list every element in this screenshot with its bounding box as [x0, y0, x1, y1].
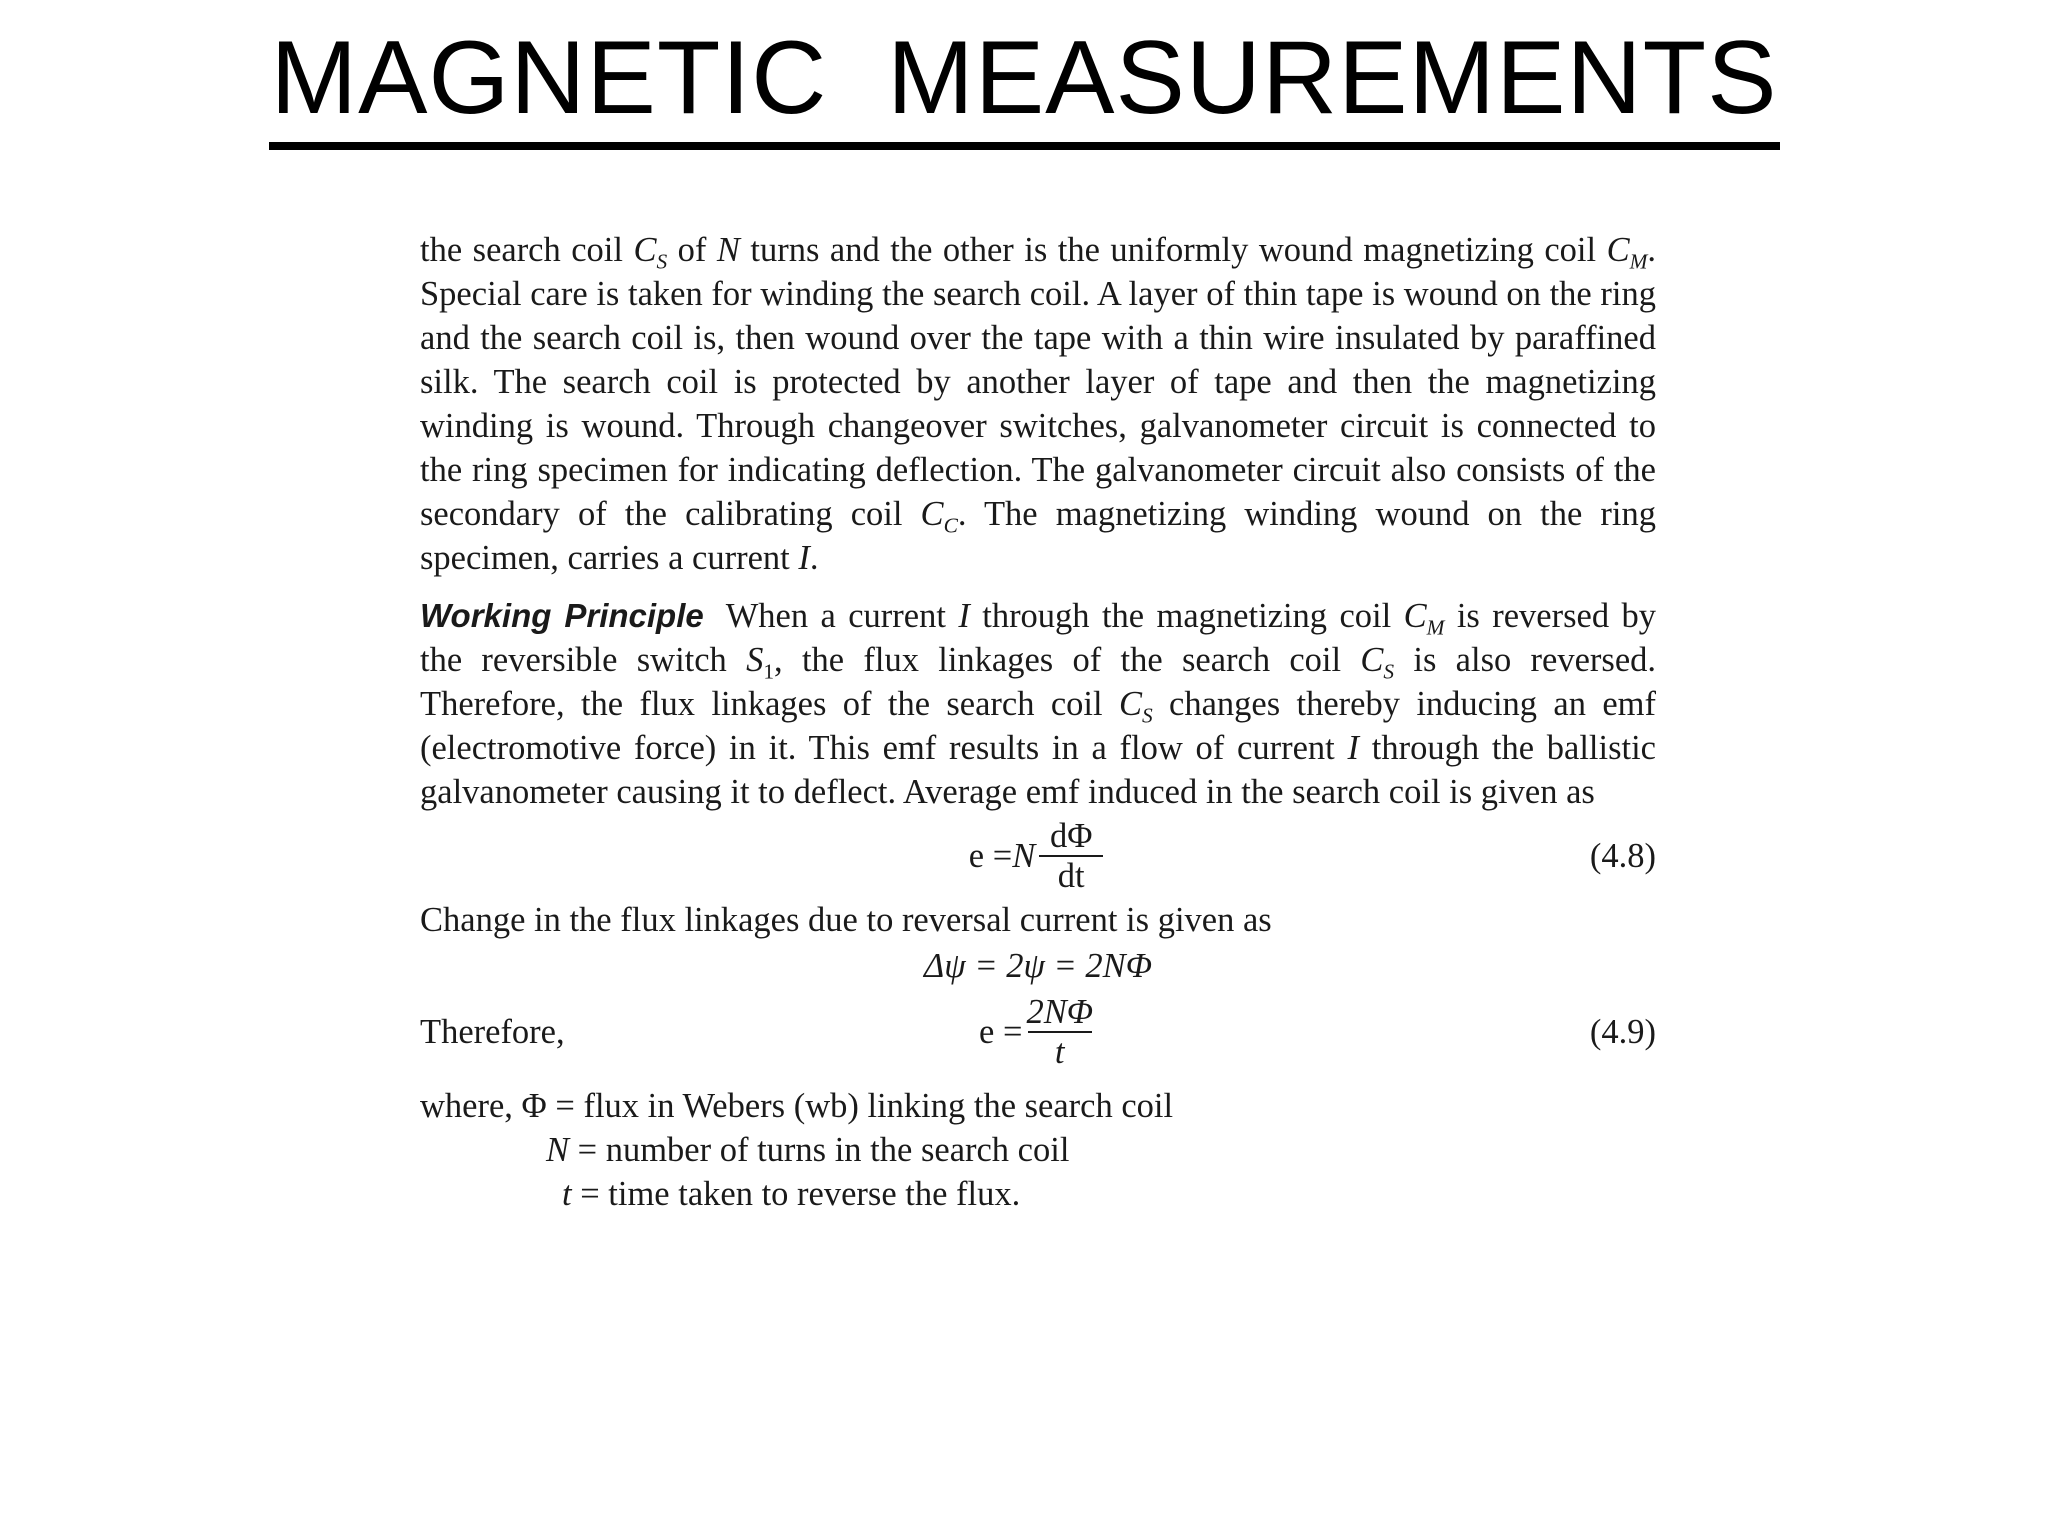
- text-run: through the ballistic galvanometer causing it to deflect. Average emf induced in the search coil is given as: [420, 729, 1656, 811]
- paragraph-working-principle: [420, 594, 1656, 814]
- text-run: . The magnetizing winding wound on the ring specimen, carries a current: [420, 495, 1656, 577]
- paragraph-coil-description: [420, 228, 1656, 580]
- symbol-t: t: [562, 1175, 572, 1213]
- symbol-cm: C: [1403, 597, 1427, 635]
- text-run: .: [809, 539, 819, 577]
- symbol-n: N: [716, 231, 740, 269]
- symbol-cm-subscript: M: [1426, 615, 1445, 640]
- symbol-cc: C: [920, 495, 944, 533]
- symbol-i: I: [958, 597, 970, 635]
- fraction-numerator: 2NΦ: [1026, 993, 1093, 1031]
- text-run: changes thereby inducing an emf (electromotive force) in it. This emf results in a flow of current: [420, 685, 1656, 767]
- equation-lhs: e =: [979, 1013, 1023, 1051]
- equation-4-8: [420, 814, 1656, 898]
- text-run: , the flux linkages of the search coil: [774, 641, 1361, 679]
- symbol-cs-subscript: S: [1141, 703, 1153, 728]
- equation-number: (4.9): [1589, 1013, 1656, 1051]
- equation-flux-linkage: [420, 942, 1656, 990]
- text-run: of: [667, 231, 717, 269]
- fraction-numerator: dΦ: [1049, 817, 1093, 855]
- symbol-n: N: [546, 1131, 570, 1169]
- definition-phi: where, Φ = flux in Webers (wb) linking the search coil: [420, 1087, 1174, 1125]
- fraction-denominator: t: [1028, 1031, 1092, 1071]
- symbol-cs-subscript: S: [1383, 659, 1395, 684]
- definition-t: [420, 1172, 1656, 1216]
- equation-body: [420, 814, 1656, 898]
- symbol-cs: C: [633, 231, 657, 269]
- equation-text: Δψ = 2ψ = 2NΦ: [924, 947, 1152, 985]
- definition-n: [420, 1128, 1656, 1172]
- equation-lead-text: Therefore,: [420, 1013, 565, 1051]
- equation-4-9: [420, 990, 1656, 1074]
- text-run: through the magnetizing coil: [969, 597, 1404, 635]
- symbol-i: I: [798, 539, 810, 577]
- fraction: [1039, 817, 1103, 895]
- symbol-cc-subscript: C: [943, 513, 958, 538]
- fraction: [1026, 993, 1093, 1071]
- symbol-cs-subscript: S: [656, 249, 668, 274]
- symbol-cs: C: [1118, 685, 1142, 723]
- symbol-cs: C: [1360, 641, 1384, 679]
- symbol-i: I: [1347, 729, 1360, 767]
- working-principle-heading: Working Principle: [420, 597, 704, 634]
- equation-lhs: e =: [968, 837, 1013, 875]
- text-run: turns and the other is the uniformly wound magnetizing coil: [739, 231, 1607, 269]
- text-run: is also reversed. Therefore, the flux linkages of the search coil: [420, 641, 1657, 723]
- variable-definitions: [420, 1084, 1656, 1216]
- symbol-cm: C: [1606, 231, 1630, 269]
- text-run: is reversed by the reversible switch: [420, 597, 1656, 679]
- scanned-text-page: [420, 228, 1656, 1216]
- paragraph-flux-change: Change in the flux linkages due to reversal current is given as: [420, 901, 1272, 939]
- equation-body: [420, 990, 1656, 1074]
- equation-number: (4.8): [1589, 837, 1656, 875]
- symbol-s-subscript: 1: [763, 659, 775, 684]
- text-run: . Special care is taken for winding the search coil. A layer of thin tape is wound on the ring and the search coil is, then wound over the tape with a thin wire insulated by paraffined silk. The search coil is protected by another layer of tape and then the magnetizing winding is wound. Through changeover switches, galvanometer circuit is connected to the ring specimen for indicating deflection. The galvanometer circuit also consists of the secondary of the calibrating coil: [420, 231, 1657, 533]
- text-run: When a current: [725, 597, 959, 635]
- slide-title-text: MAGNETIC MEASUREMENTS: [269, 18, 1780, 150]
- fraction-denominator: dt: [1039, 855, 1103, 895]
- equation-coefficient: N: [1012, 837, 1036, 875]
- slide-title: [0, 18, 2048, 150]
- text-run: the search coil: [420, 231, 634, 269]
- definition-text: = number of turns in the search coil: [569, 1131, 1070, 1169]
- definition-text: = time taken to reverse the flux.: [571, 1175, 1021, 1213]
- equation-body: [420, 942, 1656, 990]
- symbol-s: S: [746, 641, 764, 679]
- symbol-cm-subscript: M: [1629, 249, 1648, 274]
